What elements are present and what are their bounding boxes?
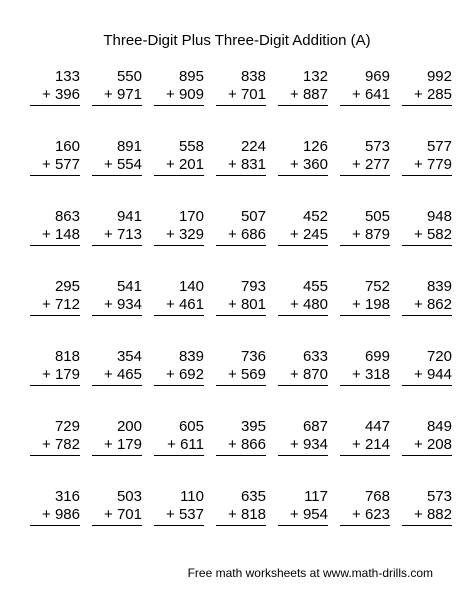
answer-line (154, 175, 204, 176)
addition-problem (402, 348, 452, 386)
addition-problem (154, 68, 204, 106)
addend-bottom: + 818 (228, 506, 266, 523)
addition-problem (154, 418, 204, 456)
answer-line (216, 175, 266, 176)
addition-problem (402, 138, 452, 176)
addend-bottom: + 934 (104, 296, 142, 313)
answer-line (30, 525, 80, 526)
addition-problem (278, 348, 328, 386)
addend-top: 140 (178, 278, 204, 295)
answer-line (30, 105, 80, 106)
addend-top: 132 (302, 68, 328, 85)
addend-top: 635 (240, 488, 266, 505)
addition-problem (340, 488, 390, 526)
addend-top: 752 (364, 278, 390, 295)
answer-line (278, 315, 328, 316)
addend-bottom: + 461 (166, 296, 204, 313)
addition-problem (30, 208, 80, 246)
addend-bottom: + 611 (167, 436, 204, 453)
addition-problem (154, 138, 204, 176)
addend-top: 687 (302, 418, 328, 435)
addition-problem (340, 138, 390, 176)
addend-top: 720 (426, 348, 452, 365)
addend-top: 126 (302, 138, 328, 155)
addition-problem (154, 208, 204, 246)
addend-bottom: + 870 (290, 366, 328, 383)
answer-line (402, 175, 452, 176)
answer-line (278, 525, 328, 526)
addend-bottom: + 712 (42, 296, 80, 313)
answer-line (30, 175, 80, 176)
answer-line (402, 105, 452, 106)
addition-problem (340, 418, 390, 456)
addition-problem (216, 138, 266, 176)
addend-bottom: + 329 (166, 226, 204, 243)
addend-top: 541 (116, 278, 142, 295)
addition-problem (216, 208, 266, 246)
addend-top: 863 (54, 208, 80, 225)
addend-top: 699 (364, 348, 390, 365)
addend-top: 295 (54, 278, 80, 295)
addend-bottom: + 277 (352, 156, 390, 173)
addend-top: 117 (304, 488, 328, 505)
addition-problem (92, 488, 142, 526)
addend-top: 633 (302, 348, 328, 365)
addition-problem (402, 68, 452, 106)
addend-top: 969 (364, 68, 390, 85)
addition-problem (216, 488, 266, 526)
addition-problem (278, 278, 328, 316)
answer-line (340, 525, 390, 526)
addition-problem (92, 418, 142, 456)
addition-problem (340, 348, 390, 386)
answer-line (402, 315, 452, 316)
addition-problem (30, 488, 80, 526)
addend-bottom: + 148 (42, 226, 80, 243)
addend-top: 503 (116, 488, 142, 505)
addend-top: 550 (116, 68, 142, 85)
answer-line (216, 455, 266, 456)
answer-line (340, 105, 390, 106)
addition-problem (92, 278, 142, 316)
answer-line (154, 315, 204, 316)
addend-bottom: + 318 (352, 366, 390, 383)
addend-bottom: + 986 (42, 506, 80, 523)
addend-top: 133 (54, 68, 80, 85)
answer-line (154, 245, 204, 246)
addend-bottom: + 360 (290, 156, 328, 173)
answer-line (30, 385, 80, 386)
addition-problem (402, 208, 452, 246)
addition-problem (216, 68, 266, 106)
addend-bottom: + 692 (166, 366, 204, 383)
addend-bottom: + 782 (42, 436, 80, 453)
addition-problem (402, 488, 452, 526)
addend-top: 605 (178, 418, 204, 435)
addend-bottom: + 465 (104, 366, 142, 383)
addend-top: 447 (364, 418, 390, 435)
addend-top: 839 (178, 348, 204, 365)
addend-bottom: + 779 (414, 156, 452, 173)
answer-line (278, 105, 328, 106)
addend-top: 354 (116, 348, 142, 365)
addend-bottom: + 686 (228, 226, 266, 243)
addend-bottom: + 569 (228, 366, 266, 383)
addend-top: 316 (54, 488, 80, 505)
answer-line (92, 315, 142, 316)
addend-top: 452 (302, 208, 328, 225)
addend-bottom: + 641 (352, 86, 390, 103)
addition-problem (216, 278, 266, 316)
answer-line (30, 455, 80, 456)
answer-line (402, 525, 452, 526)
answer-line (340, 175, 390, 176)
addition-problem (92, 348, 142, 386)
addend-top: 170 (178, 208, 204, 225)
addition-problem (278, 208, 328, 246)
answer-line (340, 315, 390, 316)
addend-top: 577 (426, 138, 452, 155)
answer-line (216, 105, 266, 106)
addend-top: 941 (116, 208, 142, 225)
addend-bottom: + 713 (104, 226, 142, 243)
addition-problem (154, 488, 204, 526)
answer-line (216, 525, 266, 526)
answer-line (92, 525, 142, 526)
addend-top: 505 (364, 208, 390, 225)
answer-line (154, 525, 204, 526)
answer-line (278, 455, 328, 456)
addend-top: 948 (426, 208, 452, 225)
addition-problem (278, 68, 328, 106)
addition-problem (30, 348, 80, 386)
addend-bottom: + 831 (228, 156, 266, 173)
addend-bottom: + 201 (166, 156, 204, 173)
addend-bottom: + 179 (104, 436, 142, 453)
addend-top: 507 (240, 208, 266, 225)
answer-line (92, 385, 142, 386)
addend-top: 768 (364, 488, 390, 505)
addend-top: 160 (54, 138, 80, 155)
addend-top: 224 (240, 138, 266, 155)
addend-bottom: + 396 (42, 86, 80, 103)
addend-top: 573 (364, 138, 390, 155)
addend-top: 573 (426, 488, 452, 505)
addend-top: 838 (240, 68, 266, 85)
addend-bottom: + 971 (104, 86, 142, 103)
addition-problem (278, 418, 328, 456)
addition-problem (30, 278, 80, 316)
addend-bottom: + 954 (290, 506, 328, 523)
answer-line (154, 105, 204, 106)
addend-top: 200 (116, 418, 142, 435)
answer-line (340, 385, 390, 386)
addend-bottom: + 285 (414, 86, 452, 103)
addend-top: 849 (426, 418, 452, 435)
addend-bottom: + 179 (42, 366, 80, 383)
addend-top: 558 (178, 138, 204, 155)
addition-problem (402, 418, 452, 456)
addend-bottom: + 944 (414, 366, 452, 383)
addition-problem (154, 348, 204, 386)
addition-problem (30, 418, 80, 456)
addend-bottom: + 701 (228, 86, 266, 103)
answer-line (216, 315, 266, 316)
addition-problem (340, 68, 390, 106)
addend-bottom: + 554 (104, 156, 142, 173)
answer-line (402, 245, 452, 246)
answer-line (278, 385, 328, 386)
answer-line (154, 455, 204, 456)
answer-line (278, 245, 328, 246)
addend-top: 110 (180, 488, 204, 505)
addition-problem (92, 138, 142, 176)
answer-line (92, 105, 142, 106)
addend-bottom: + 866 (228, 436, 266, 453)
addition-problem (340, 278, 390, 316)
addend-bottom: + 245 (290, 226, 328, 243)
addition-problem (216, 348, 266, 386)
answer-line (92, 245, 142, 246)
addend-bottom: + 480 (290, 296, 328, 313)
addend-bottom: + 198 (352, 296, 390, 313)
answer-line (340, 455, 390, 456)
worksheet-title: Three-Digit Plus Three-Digit Addition (A) (103, 32, 371, 49)
addend-bottom: + 882 (414, 506, 452, 523)
addition-problem (402, 278, 452, 316)
addend-top: 839 (426, 278, 452, 295)
addition-problem (30, 138, 80, 176)
footer-credit: Free math worksheets at www.math-drills.com (187, 566, 433, 580)
addend-top: 729 (54, 418, 80, 435)
addend-bottom: + 879 (352, 226, 390, 243)
addend-bottom: + 208 (414, 436, 452, 453)
addition-problem (30, 68, 80, 106)
addend-bottom: + 577 (42, 156, 80, 173)
addend-bottom: + 862 (414, 296, 452, 313)
answer-line (92, 455, 142, 456)
addend-top: 736 (240, 348, 266, 365)
answer-line (30, 315, 80, 316)
answer-line (340, 245, 390, 246)
addition-problem (216, 418, 266, 456)
answer-line (216, 245, 266, 246)
addend-top: 891 (116, 138, 142, 155)
addend-top: 455 (302, 278, 328, 295)
addend-bottom: + 537 (166, 506, 204, 523)
addition-problem (278, 138, 328, 176)
addend-bottom: + 909 (166, 86, 204, 103)
addend-bottom: + 801 (228, 296, 266, 313)
answer-line (402, 385, 452, 386)
addition-problem (278, 488, 328, 526)
addend-top: 818 (54, 348, 80, 365)
answer-line (402, 455, 452, 456)
addition-problem (154, 278, 204, 316)
addition-problem (92, 68, 142, 106)
addend-top: 793 (240, 278, 266, 295)
addend-bottom: + 701 (104, 506, 142, 523)
answer-line (92, 175, 142, 176)
answer-line (216, 385, 266, 386)
addend-bottom: + 582 (414, 226, 452, 243)
addend-bottom: + 934 (290, 436, 328, 453)
addition-problem (340, 208, 390, 246)
addend-bottom: + 887 (290, 86, 328, 103)
addend-bottom: + 623 (352, 506, 390, 523)
addend-top: 395 (240, 418, 266, 435)
answer-line (278, 175, 328, 176)
answer-line (154, 385, 204, 386)
addend-bottom: + 214 (352, 436, 390, 453)
addition-problem (92, 208, 142, 246)
answer-line (30, 245, 80, 246)
addend-top: 992 (426, 68, 452, 85)
addend-top: 895 (178, 68, 204, 85)
